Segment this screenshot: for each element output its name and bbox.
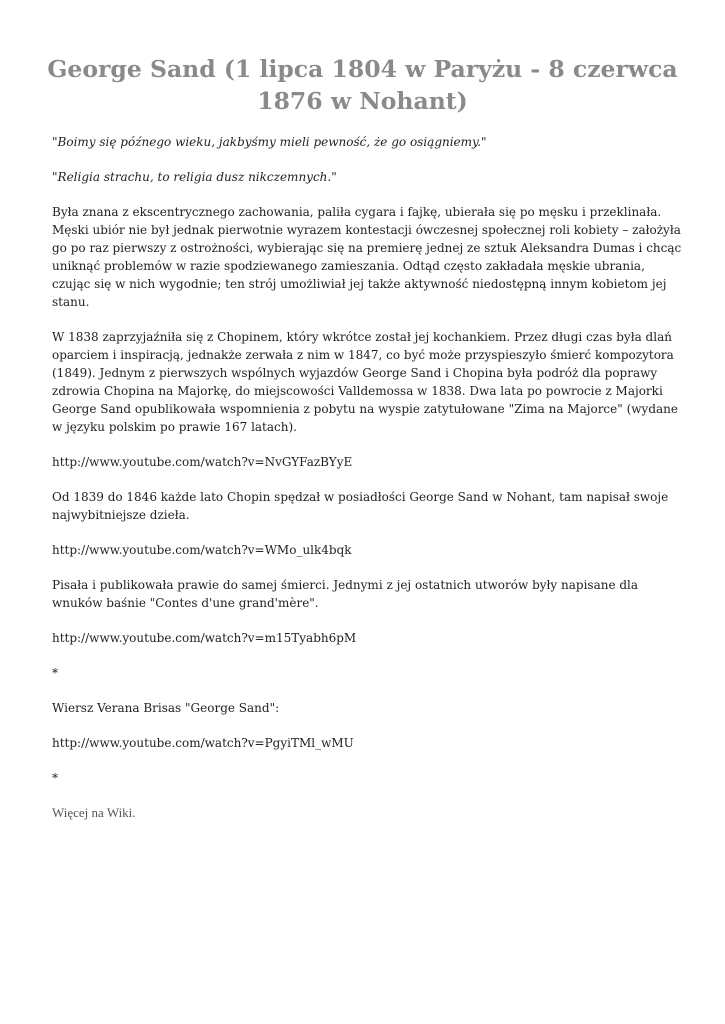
youtube-link-3[interactable]: http://www.youtube.com/watch?v=m15Tyabh6pM	[52, 631, 357, 645]
separator-1: *	[52, 666, 58, 680]
quote-2: "Religia strachu, to religia dusz nikczemnych."	[52, 170, 337, 184]
wiki-link[interactable]: Więcej na Wiki.	[52, 805, 136, 820]
quote-1: "Boimy się późnego wieku, jakbyśmy mieli pewność, że go osiągniemy."	[52, 135, 487, 149]
youtube-link-1[interactable]: http://www.youtube.com/watch?v=NvGYFazBYyE	[52, 455, 353, 469]
youtube-link-2[interactable]: http://www.youtube.com/watch?v=WMo_ulk4bqk	[52, 543, 352, 557]
paragraph-5: Wiersz Verana Brisas "George Sand":	[52, 701, 280, 715]
paragraph-2: W 1838 zaprzyjaźniła się z Chopinem, który wkrótce został jej kochankiem. Przez długi czas była dlań oparciem i inspiracją, jednakże zerwała z nim w 1847, co być może przyspieszyło śmierć kompozytora (1849). Jednym z pierwszych wspólnych wyjazdów George Sand i Chopina była podróż dla poprawy zdrowia Chopina na Majorkę, do miejscowości Valldemossa w 1838. Dwa lata po powrocie z Majorki George Sand opublikowała wspomnienia z pobytu na wyspie zatytułowane "Zima na Majorce" (wydane w języku polskim po prawie 167 latach).	[52, 330, 678, 434]
paragraph-3: Od 1839 do 1846 każde lato Chopin spędzał w posiadłości George Sand w Nohant, tam napisał swoje najwybitniejsze dzieła.	[52, 490, 669, 522]
page-title: George Sand (1 lipca 1804 w Paryżu - 8 czerwca 1876 w Nohant)	[47, 55, 678, 115]
quote-1-text: Boimy się późnego wieku, jakbyśmy mieli pewność, że go osiągniemy.	[57, 135, 482, 149]
youtube-link-4[interactable]: http://www.youtube.com/watch?v=PgyiTMl_wMU	[52, 736, 354, 750]
paragraph-1: Była znana z ekscentrycznego zachowania, paliła cygara i fajkę, ubierała się po męsku i przeklinała. Męski ubiór nie był jednak pierwotnie wyrazem kontestacji ówczesnej społecznej roli kobiety – założyła go po raz pierwszy z ostrożności, wybierając się na premierę jednej ze sztuk Aleksandra Dumas i chcąc uniknąć problemów w razie spodziewanego zamieszania. Odtąd często zakładała męskie ubrania, czując się w nich wygodnie; ten strój umożliwiał jej także aktywność niedostępną innym kobietom jej stanu.	[52, 205, 682, 309]
paragraph-4: Pisała i publikowała prawie do samej śmierci. Jednymi z jej ostatnich utworów były napisane dla wnuków baśnie "Contes d'une grand'mère".	[52, 578, 639, 610]
article-body	[52, 133, 682, 839]
quote-2-text: Religia strachu, to religia dusz nikczemnych.	[57, 170, 332, 184]
separator-2: *	[52, 771, 58, 785]
